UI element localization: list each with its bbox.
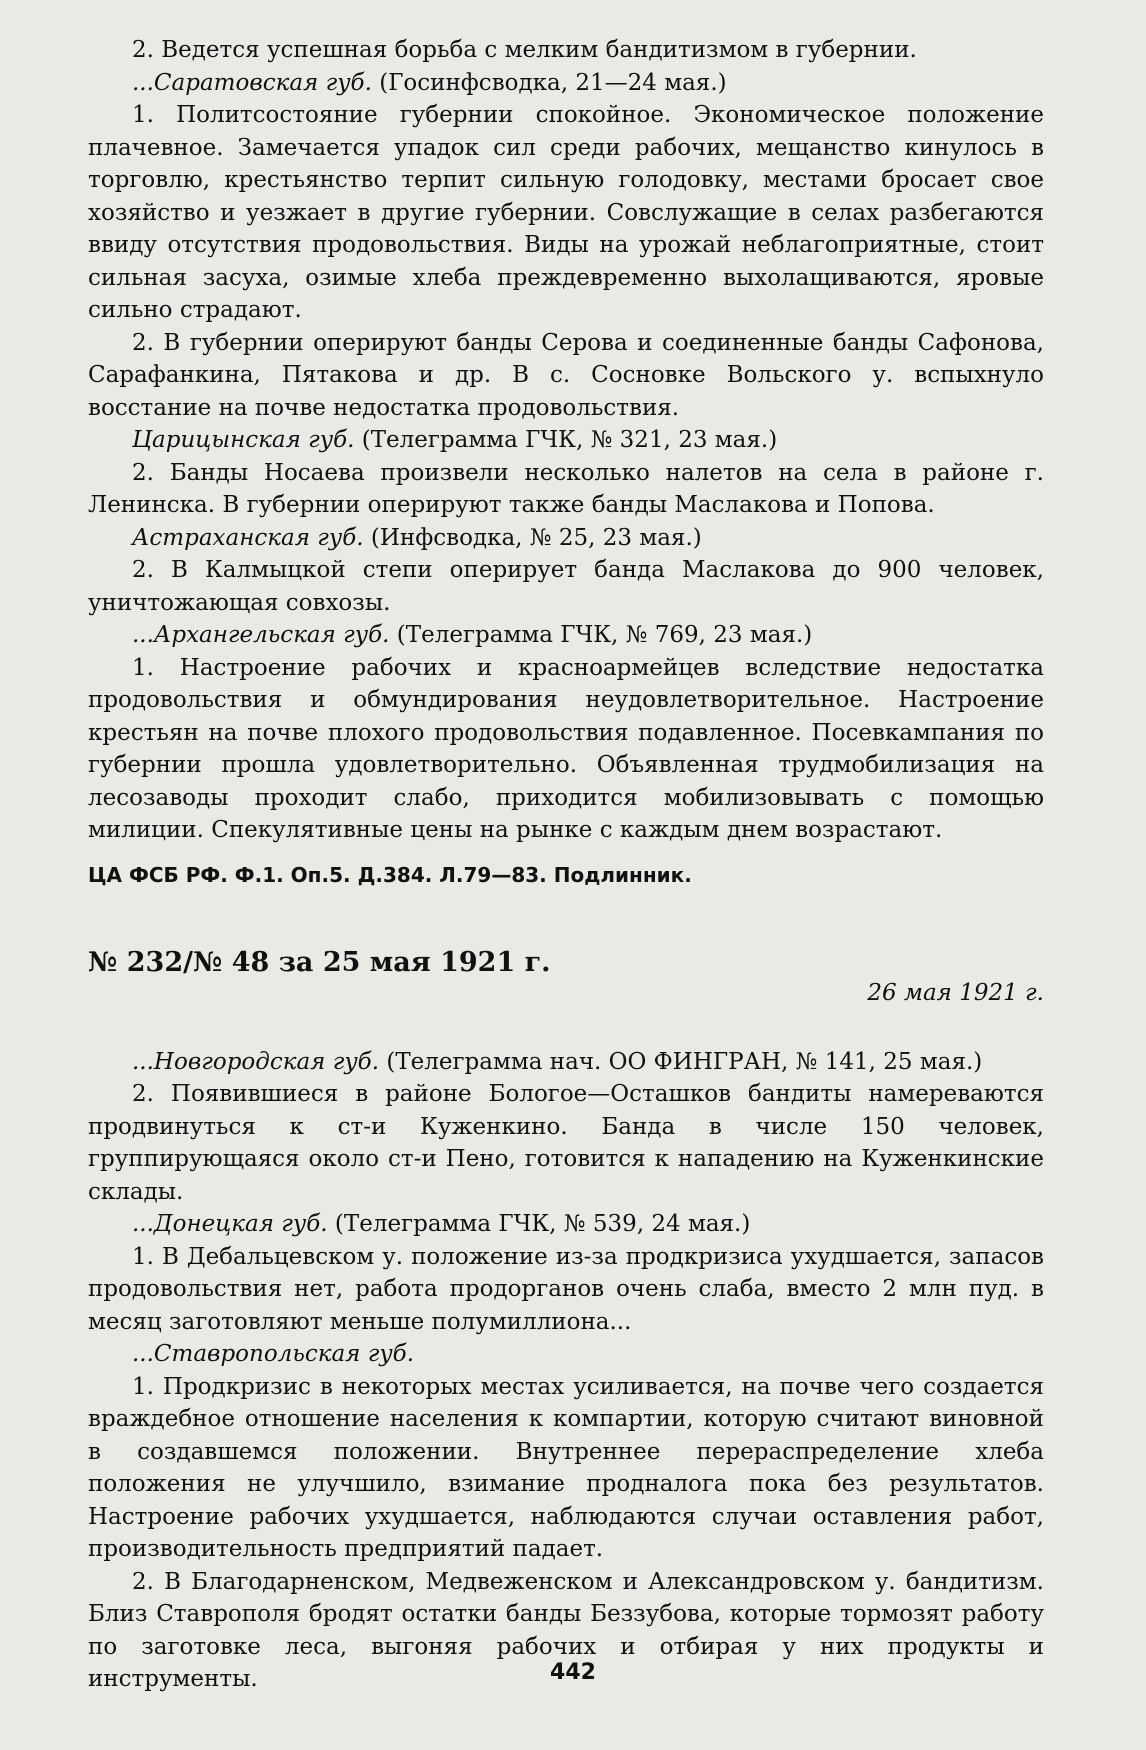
paragraph: 2. В Благодарненском, Медвеженском и Александровском у. бандитизм. Близ Ставрополя бродят остатки банды Беззубова, которые тормозят работу по заготовке леса, выгоняя рабочих и отбирая у них продукты и инструменты. [88, 1568, 1044, 1692]
document-heading: № 232/№ 48 за 25 мая 1921 г. [88, 946, 551, 978]
paragraph: 1. Политсостояние губернии спокойное. Экономическое положение плачевное. Замечается упадок сил среди рабочих, мещанство кинулось в торговлю, крестьянство терпит сильную голодовку, местами бросает свое хозяйство и уезжает в другие губернии. Совслужащие в селах разбегаются ввиду отсутствия продовольствия. Виды на урожай неблагоприятные, стоит сильная засуха, озимые хлеба преждевременно выхолащиваются, яровые сильно страдают. [88, 102, 1044, 323]
paragraph: 2. Ведется успешная борьба с мелким бандитизмом в губернии. [132, 37, 917, 63]
paragraph: 1. Продкризис в некоторых местах усиливается, на почве чего создается враждебное отношение населения к компартии, которую считают виновной в создавшемся положении. Внутреннее перераспределение хлеба положения не улучшило, взимание продналога пока без результатов. Настроение рабочих ухудшается, наблюдаются случаи оставления работ, производительность предприятий падает. [88, 1373, 1044, 1562]
source-reference: (Телеграмма ГЧК, № 321, 23 мая.) [354, 427, 778, 453]
source-reference: (Инфсводка, № 25, 23 мая.) [363, 524, 702, 551]
region-name: ...Донецкая губ. [132, 1211, 328, 1237]
source-reference: (Госинфсводка, 21—24 мая.) [371, 69, 727, 96]
region-name: Астраханская губ. [132, 524, 364, 551]
paragraph: 2. В Калмыцкой степи оперирует банда Маслакова до 900 человек, уничтожающая совхозы. [88, 557, 1044, 616]
source-reference: (Телеграмма нач. ОО ФИНГРАН, № 141, 25 мая.) [379, 1048, 983, 1075]
paragraph: 2. Банды Носаева произвели несколько налетов на села в районе г. Ленинска. В губернии оперируют также банды Маслакова и Попова. [88, 459, 1044, 518]
paragraph: 2. Появившиеся в районе Бологое—Осташков бандиты намереваются продвинуться к ст-и Куженкино. Банда в числе 150 человек, группирующаяся около ст-и Пено, готовится к нападению на Куженкинские склады. [88, 1081, 1044, 1205]
paragraph: 2. В губернии оперируют банды Серова и соединенные банды Сафонова, Сарафанкина, Пятакова и др. В с. Сосновке Вольского у. вспыхнуло восстание на почве недостатка продовольствия. [88, 329, 1044, 421]
document-date: 26 мая 1921 г. [867, 979, 1044, 1006]
source-reference: (Телеграмма ГЧК, № 539, 24 мая.) [327, 1211, 751, 1237]
archive-reference: ЦА ФСБ РФ. Ф.1. Оп.5. Д.384. Л.79—83. Подлинник. [88, 862, 692, 887]
source-line [88, 1338, 1044, 1371]
region-name: ...Саратовская губ. [132, 69, 372, 96]
region-name: ...Ставропольская губ. [132, 1341, 415, 1367]
paragraph: 1. Настроение рабочих и красноармейцев вследствие недостатка продовольствия и обмундирования неудовлетворительное. Настроение крестьян на почве плохого продовольствия подавленное. Посевкампания по губернии прошла удовлетворительно. Объявленная трудмобилизация на лесозаводы проходит слабо, приходится мобилизовывать с помощью милиции. Спекулятивные цены на рынке с каждым днем возрастают. [88, 654, 1044, 843]
source-line [88, 522, 1044, 555]
region-name: ...Новгородская губ. [132, 1048, 380, 1075]
source-line [88, 424, 1044, 457]
region-name: Царицынская губ. [132, 427, 355, 453]
source-reference: (Телеграмма ГЧК, № 769, 23 мая.) [389, 622, 813, 648]
paragraph: 1. В Дебальцевском у. положение из-за продкризиса ухудшается, запасов продовольствия нет, работа продорганов очень слаба, вместо 2 млн пуд. в месяц заготовляют меньше полумиллиона... [88, 1243, 1044, 1335]
page-number: 442 [550, 1660, 596, 1685]
region-name: ...Архангельская губ. [132, 622, 390, 648]
source-line [88, 619, 1044, 652]
source-line [88, 67, 1044, 100]
source-line [88, 1046, 1044, 1079]
source-line [88, 1208, 1044, 1241]
